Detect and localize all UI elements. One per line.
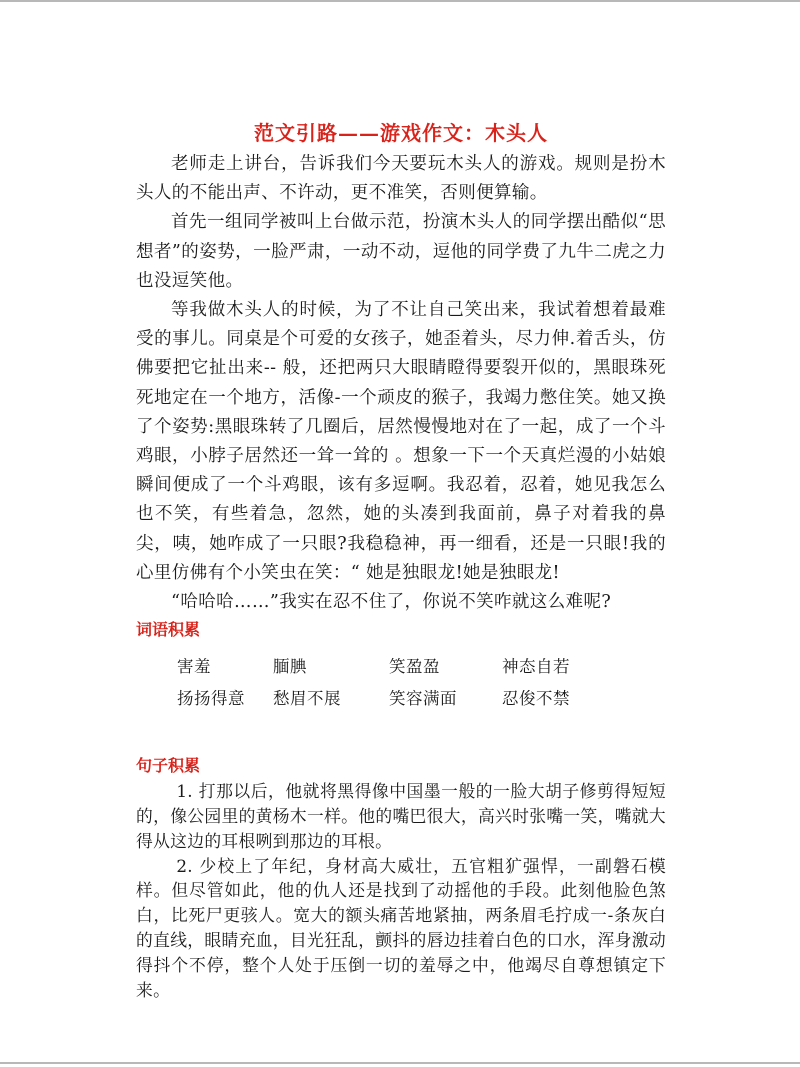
bottom-divider xyxy=(0,1062,800,1064)
vocab-word: 愁眉不展 xyxy=(273,689,341,709)
vocab-word: 笑容满面 xyxy=(389,689,457,709)
essay-paragraph: 首先一组同学被叫上台做示范，扮演木头人的同学摆出酷似“思想者”的姿势，一脸严肃，一动不动，逗他的同学费了九牛二虎之力也没逗笑他。 xyxy=(136,212,666,291)
vocab-word: 忍俊不禁 xyxy=(502,689,570,709)
essay-paragraph: 老师走上讲台，告诉我们今天要玩木头人的游戏。规则是扮木头人的不能出声、不许动，更不准笑，否则便算输。 xyxy=(136,154,666,204)
sentence-item: 1. 打那以后，他就将黑得像中国墨一般的一脸大胡子修剪得短短的，像公园里的黄杨木一样。他的嘴巴很大，高兴时张嘴一笑，嘴就大得从这边的耳根咧到那边的耳根。 xyxy=(136,781,666,851)
sentences-section xyxy=(136,753,666,1002)
vocab-word: 神态自若 xyxy=(502,657,570,677)
vocab-heading: 词语积累 xyxy=(136,620,201,640)
document-page xyxy=(136,118,666,1002)
essay-paragraph: “哈哈哈……”我实在忍不住了，你说不笑咋就这么难呢? xyxy=(171,592,612,613)
vocab-grid xyxy=(136,649,666,713)
essay-body xyxy=(136,150,666,617)
vocab-row xyxy=(136,649,666,681)
vocab-word: 笑盈盈 xyxy=(389,657,440,677)
sentences-body xyxy=(136,779,666,1002)
vocab-word: 扬扬得意 xyxy=(177,689,245,709)
vocab-word: 害羞 xyxy=(177,657,211,677)
page-title: 范文引路——游戏作文：木头人 xyxy=(254,121,548,145)
vocab-word: 腼腆 xyxy=(273,657,307,677)
essay-paragraph: 等我做木头人的时候，为了不让自己笑出来，我试着想着最难受的事儿。同桌是个可爱的女孩子，她歪着头，尽力伸.着舌头，仿佛要把它扯出来-- 般，还把两只大眼睛瞪得要裂开似的，黑眼珠死死地定在一个地方，活像-一个顽皮的猴子，我竭力憋住笑。她又换了个姿势:黑眼珠转了几圈后，居然慢慢地对在了一起，成了一个斗鸡眼，小脖子居然还一耸一耸的 。想象一下一个天真烂漫的小姑娘瞬间便成了一个斗鸡眼，该有多逗啊。我忍着，忍着，她见我怎么也不笑，有些着急，忽然，她的头凑到我面前，鼻子对着我的鼻尖，咦，她咋成了一只眼?我稳稳神，再一细看，还是一只眼!我的心里仿佛有个小笑虫在笑：“ 她是独眼龙!她是独眼龙! xyxy=(136,300,666,583)
sentence-item: 2. 少校上了年纪，身材高大威壮，五官粗犷强悍，一副磐石模样。但尽管如此，他的仇人还是找到了动摇他的手段。此刻他脸色煞白，比死尸更骇人。宽大的额头痛苦地紧抽，两条眉毛拧成一-条灰白的直线，眼睛充血，目光狂乱，颤抖的唇边挂着白色的口水，浑身激动得抖个不停，整个人处于压倒一切的羞辱之中，他竭尽自尊想镇定下来。 xyxy=(136,855,666,1000)
vocab-section xyxy=(136,617,666,713)
top-divider xyxy=(0,0,800,2)
vocab-row xyxy=(136,681,666,713)
sentences-heading: 句子积累 xyxy=(136,756,201,776)
